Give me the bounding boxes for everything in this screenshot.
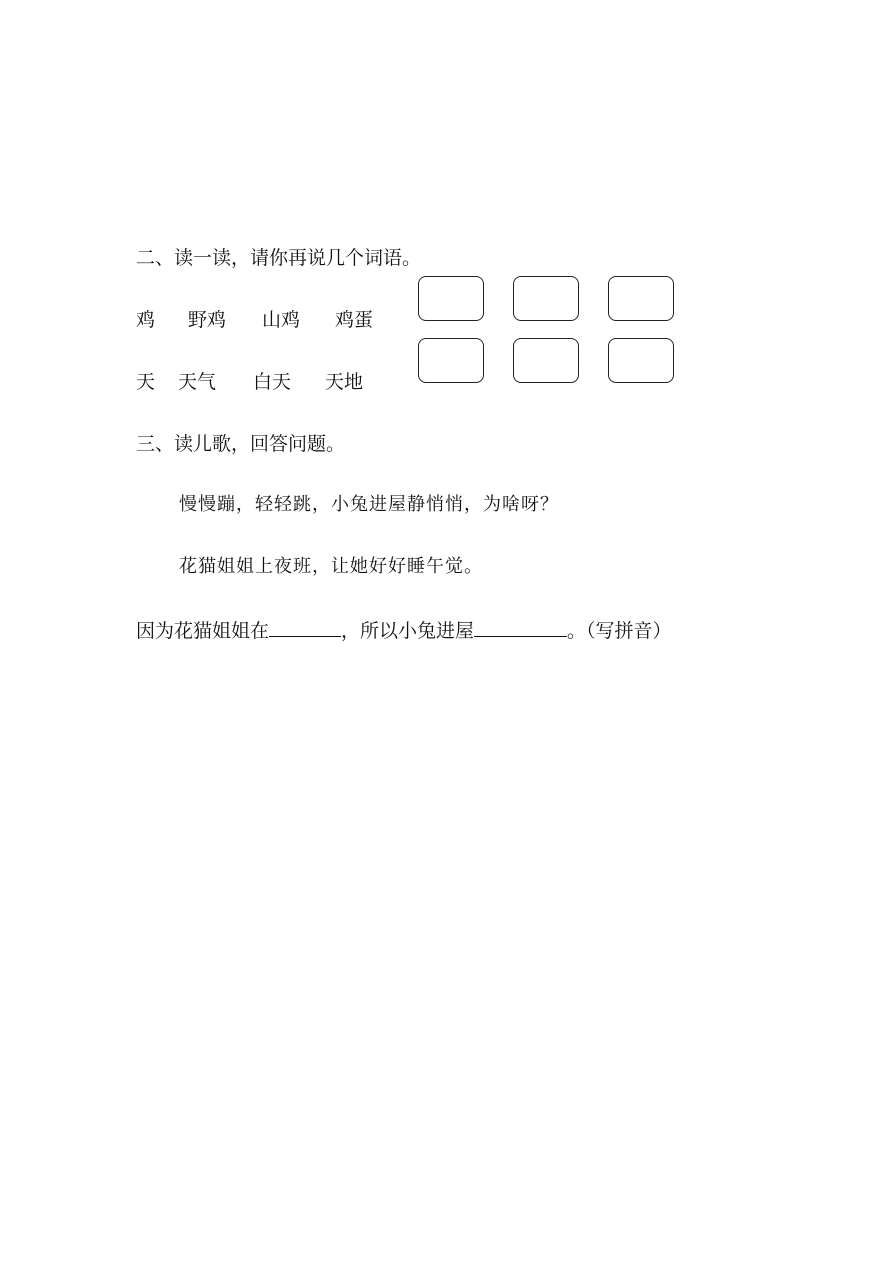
answer-box[interactable] bbox=[418, 338, 484, 383]
word-item: 野鸡 bbox=[188, 309, 227, 331]
section-3-heading: 三、读儿歌，回答问题。 bbox=[136, 433, 346, 455]
question-text: ，所以小兔进屋 bbox=[341, 620, 475, 642]
answer-box[interactable] bbox=[513, 338, 579, 383]
word-item: 天气 bbox=[178, 371, 217, 393]
word-item: 天地 bbox=[325, 371, 364, 393]
question-text: 。（写拼音） bbox=[567, 620, 672, 642]
question-text: 因为花猫姐姐在 bbox=[136, 620, 270, 642]
answer-blank-1[interactable] bbox=[269, 616, 341, 637]
answer-box[interactable] bbox=[608, 338, 674, 383]
poem-line-1: 慢慢蹦，轻轻跳，小兔进屋静悄悄，为啥呀？ bbox=[179, 494, 559, 515]
word-item: 天 bbox=[136, 371, 156, 393]
answer-box[interactable] bbox=[513, 276, 579, 321]
section-2-heading: 二、读一读，请你再说几个词语。 bbox=[136, 247, 422, 269]
poem-line-2: 花猫姐姐上夜班，让她好好睡午觉。 bbox=[179, 556, 483, 577]
word-item: 鸡蛋 bbox=[335, 309, 374, 331]
word-item: 鸡 bbox=[136, 309, 156, 331]
question-line bbox=[136, 616, 672, 644]
word-item: 白天 bbox=[253, 371, 292, 393]
answer-box[interactable] bbox=[608, 276, 674, 321]
answer-blank-2[interactable] bbox=[474, 616, 567, 637]
answer-box[interactable] bbox=[418, 276, 484, 321]
word-item: 山鸡 bbox=[262, 309, 301, 331]
